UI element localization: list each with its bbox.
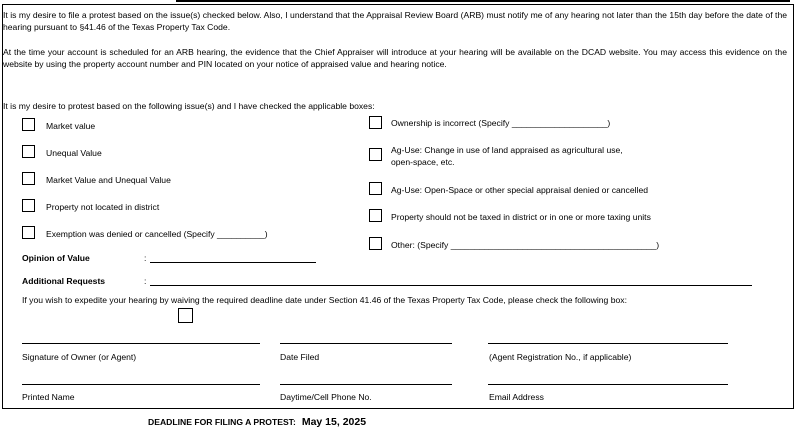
intro-paragraph-2: At the time your account is scheduled for an ARB hearing, the evidence that the Chief Appraiser will introduce at your hearing will be available on the DCAD website. You may access this evidence on the website by using the property account number and PIN located on your notice of appraised value and hearing notice. [3,47,787,69]
market-value-checkbox[interactable] [22,118,35,131]
market-value-label: Market value [46,121,96,131]
ag-use-change-checkbox[interactable] [369,148,382,161]
additional-requests-field[interactable] [150,285,752,286]
exemption-label: Exemption was denied or cancelled (Specify __________) [46,229,268,239]
issues-intro: It is my desire to protest based on the following issue(s) and I have checked the applicable boxes: [3,101,375,111]
email-label: Email Address [489,392,544,402]
market-and-unequal-label: Market Value and Unequal Value [46,175,171,185]
agent-reg-line[interactable] [488,343,728,344]
ownership-checkbox[interactable] [369,116,382,129]
ag-use-open-space-label: Ag-Use: Open-Space or other special appraisal denied or cancelled [391,185,649,195]
deadline-date: May 15, 2025 [301,416,367,428]
ag-use-change-label-2: open-space, etc. [391,157,455,167]
signature-label: Signature of Owner (or Agent) [22,352,137,362]
opinion-colon: : [144,253,147,263]
other-checkbox[interactable] [369,237,382,250]
market-and-unequal-checkbox[interactable] [22,172,35,185]
ownership-label: Ownership is incorrect (Specify ____________________) [391,118,611,128]
not-taxed-checkbox[interactable] [369,209,382,222]
unequal-value-checkbox[interactable] [22,145,35,158]
opinion-of-value-label: Opinion of Value [22,253,90,263]
exemption-checkbox[interactable] [22,226,35,239]
deadline-notice [148,416,366,428]
printed-name-line[interactable] [22,384,260,385]
top-rule [176,0,790,2]
date-filed-label: Date Filed [280,352,320,362]
ag-use-change-label: Ag-Use: Change in use of land appraised as agricultural use, [391,145,623,155]
additional-colon: : [144,276,147,286]
signature-line[interactable] [22,343,260,344]
printed-name-label: Printed Name [22,392,75,402]
expedite-checkbox[interactable] [178,308,193,323]
date-filed-line[interactable] [280,343,452,344]
not-in-district-checkbox[interactable] [22,199,35,212]
other-label: Other: (Specify ___________________________________________) [391,240,660,250]
not-taxed-label: Property should not be taxed in district or in one or more taxing units [391,212,651,222]
additional-requests-label: Additional Requests [22,276,106,286]
expedite-text: If you wish to expedite your hearing by waiving the required deadline date under Section 41.46 of the Texas Property Tax Code, please check the following box: [22,295,627,305]
unequal-value-label: Unequal Value [46,148,102,158]
phone-line[interactable] [280,384,452,385]
not-in-district-label: Property not located in district [46,202,160,212]
phone-label: Daytime/Cell Phone No. [280,392,372,402]
opinion-of-value-field[interactable] [150,262,316,263]
email-line[interactable] [488,384,728,385]
agent-reg-label: (Agent Registration No., if applicable) [489,352,632,362]
ag-use-open-space-checkbox[interactable] [369,182,382,195]
intro-paragraph-1: It is my desire to file a protest based on the issue(s) checked below. Also, I understand that the Appraisal Review Board (ARB) must notify me of any hearing not later than the 15th day before the date of the hearing pursuant to §41.46 of the Texas Property Tax Code. [3,10,787,32]
deadline-label: DEADLINE FOR FILING A PROTEST: [148,417,296,427]
